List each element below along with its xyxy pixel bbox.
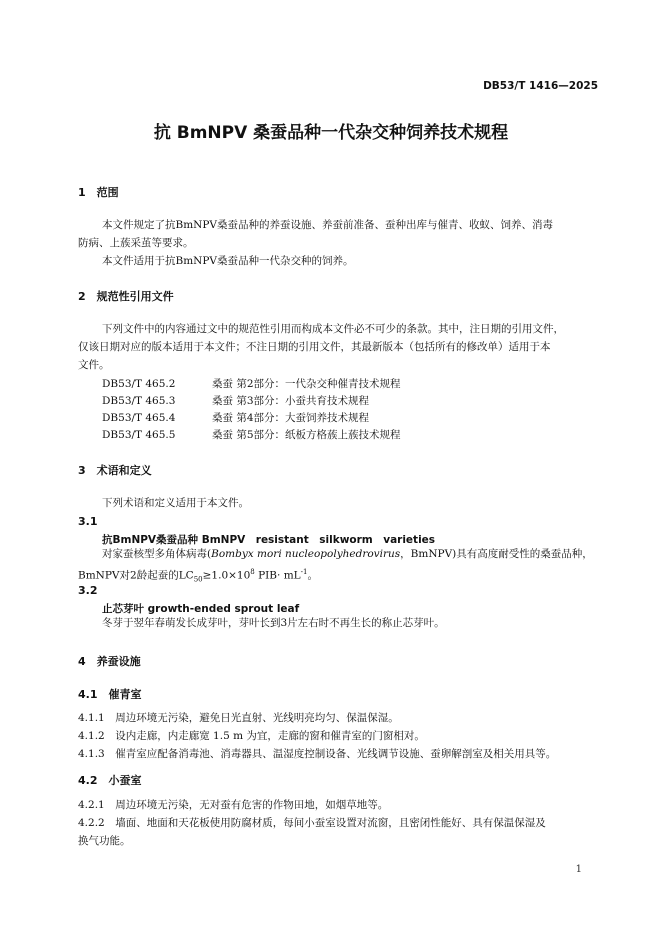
section-2-para-line1: 下列文件中的内容通过文中的规范性引用而构成本文件必不可少的条款。其中，注日期的引用文件，: [102, 323, 564, 335]
term-3-1-number: 3.1: [78, 515, 98, 528]
reference-title: 桑蚕 第5部分：纸板方格蔟上蔟技术规程: [212, 429, 401, 441]
page-number: 1: [575, 864, 582, 875]
doc-title: 抗 BmNPV 桑蚕品种一代杂交种饲养技术规程: [153, 123, 509, 143]
term-3-2-number: 3.2: [78, 584, 98, 597]
reference-item: [102, 427, 401, 442]
reference-item: [102, 410, 369, 425]
section-2-para-line3: 文件。: [78, 359, 110, 371]
term-3-2: 止芯芽叶 growth-ended sprout leaf: [102, 603, 300, 615]
clause-4-1-1: 4.1.1 周边环境无污染，避免日光直射、光线明亮均匀、保温保湿。: [78, 712, 399, 724]
reference-title: 桑蚕 第4部分：大蚕饲养技术规程: [212, 412, 370, 424]
reference-item: [102, 393, 369, 408]
subsection-4-2-heading: 4.2 小蚕室: [78, 774, 142, 787]
section-1-para1-line2: 防病、上蔟采茧等要求。: [78, 237, 194, 249]
reference-code: DB53/T 465.4: [102, 412, 176, 424]
subsection-4-1-heading: 4.1 催青室: [78, 688, 142, 701]
clause-4-2-2-line1: 4.2.2 墙面、地面和天花板使用防腐材质，每间小蚕室设置对流窗，且密闭性能好、具有保温保湿及: [78, 817, 546, 829]
clause-4-1-2: 4.1.2 设内走廊，内走廊宽 1.5 m 为宜，走廊的窗和催青室的门窗相对。: [78, 730, 425, 742]
section-3-heading: 3 术语和定义: [78, 464, 152, 477]
reference-item: [102, 376, 401, 391]
reference-code: DB53/T 465.5: [102, 429, 176, 441]
reference-code: DB53/T 465.2: [102, 378, 176, 390]
section-4-heading: 4 养蚕设施: [78, 655, 141, 668]
term-3-1-definition-line1: 对家蚕核型多角体病毒(Bombyx mori nucleopolyhedrovirus，BmNPV)具有高度耐受性的桑蚕品种，: [102, 548, 593, 560]
section-1-para1-line1: 本文件规定了抗BmNPV桑蚕品种的养蚕设施、养蚕前准备、蚕种出库与催青、收蚁、饲养、消毒: [102, 219, 554, 231]
section-2-para-line2: 仅该日期对应的版本适用于本文件；不注日期的引用文件，其最新版本（包括所有的修改单）适用于本: [78, 341, 551, 353]
clause-4-1-3: 4.1.3 催青室应配备消毒池、消毒器具、温湿度控制设备、光线调节设施、蚕卵解剖室及相关用具等。: [78, 748, 557, 760]
reference-title: 桑蚕 第3部分：小蚕共育技术规程: [212, 395, 370, 407]
doc-number: DB53/T 1416—2025: [483, 80, 598, 92]
section-2-heading: 2 规范性引用文件: [78, 290, 174, 303]
section-3-intro: 下列术语和定义适用于本文件。: [102, 497, 249, 509]
term-3-1-definition-line2: BmNPV对2龄起蚕的$LC_{50}\ge 1.0\times 10^8$ $PIB\cdot mL^{-1}$。: [78, 568, 318, 584]
clause-4-2-2-line2: 换气功能。: [78, 835, 131, 847]
reference-title: 桑蚕 第2部分：一代杂交种催青技术规程: [212, 378, 401, 390]
section-1-heading: 1 范围: [78, 186, 119, 199]
clause-4-2-1: 4.2.1 周边环境无污染，无对蚕有危害的作物田地，如烟草地等。: [78, 799, 389, 811]
term-3-2-definition: 冬芽于翌年春萌发长成芽叶，芽叶长到3片左右时不再生长的称止芯芽叶。: [102, 617, 445, 629]
reference-code: DB53/T 465.3: [102, 395, 176, 407]
section-1-para2: 本文件适用于抗BmNPV桑蚕品种一代杂交种的饲养。: [102, 255, 354, 267]
term-3-1: 抗BmNPV桑蚕品种 BmNPV resistant silkworm varieties: [102, 534, 436, 546]
